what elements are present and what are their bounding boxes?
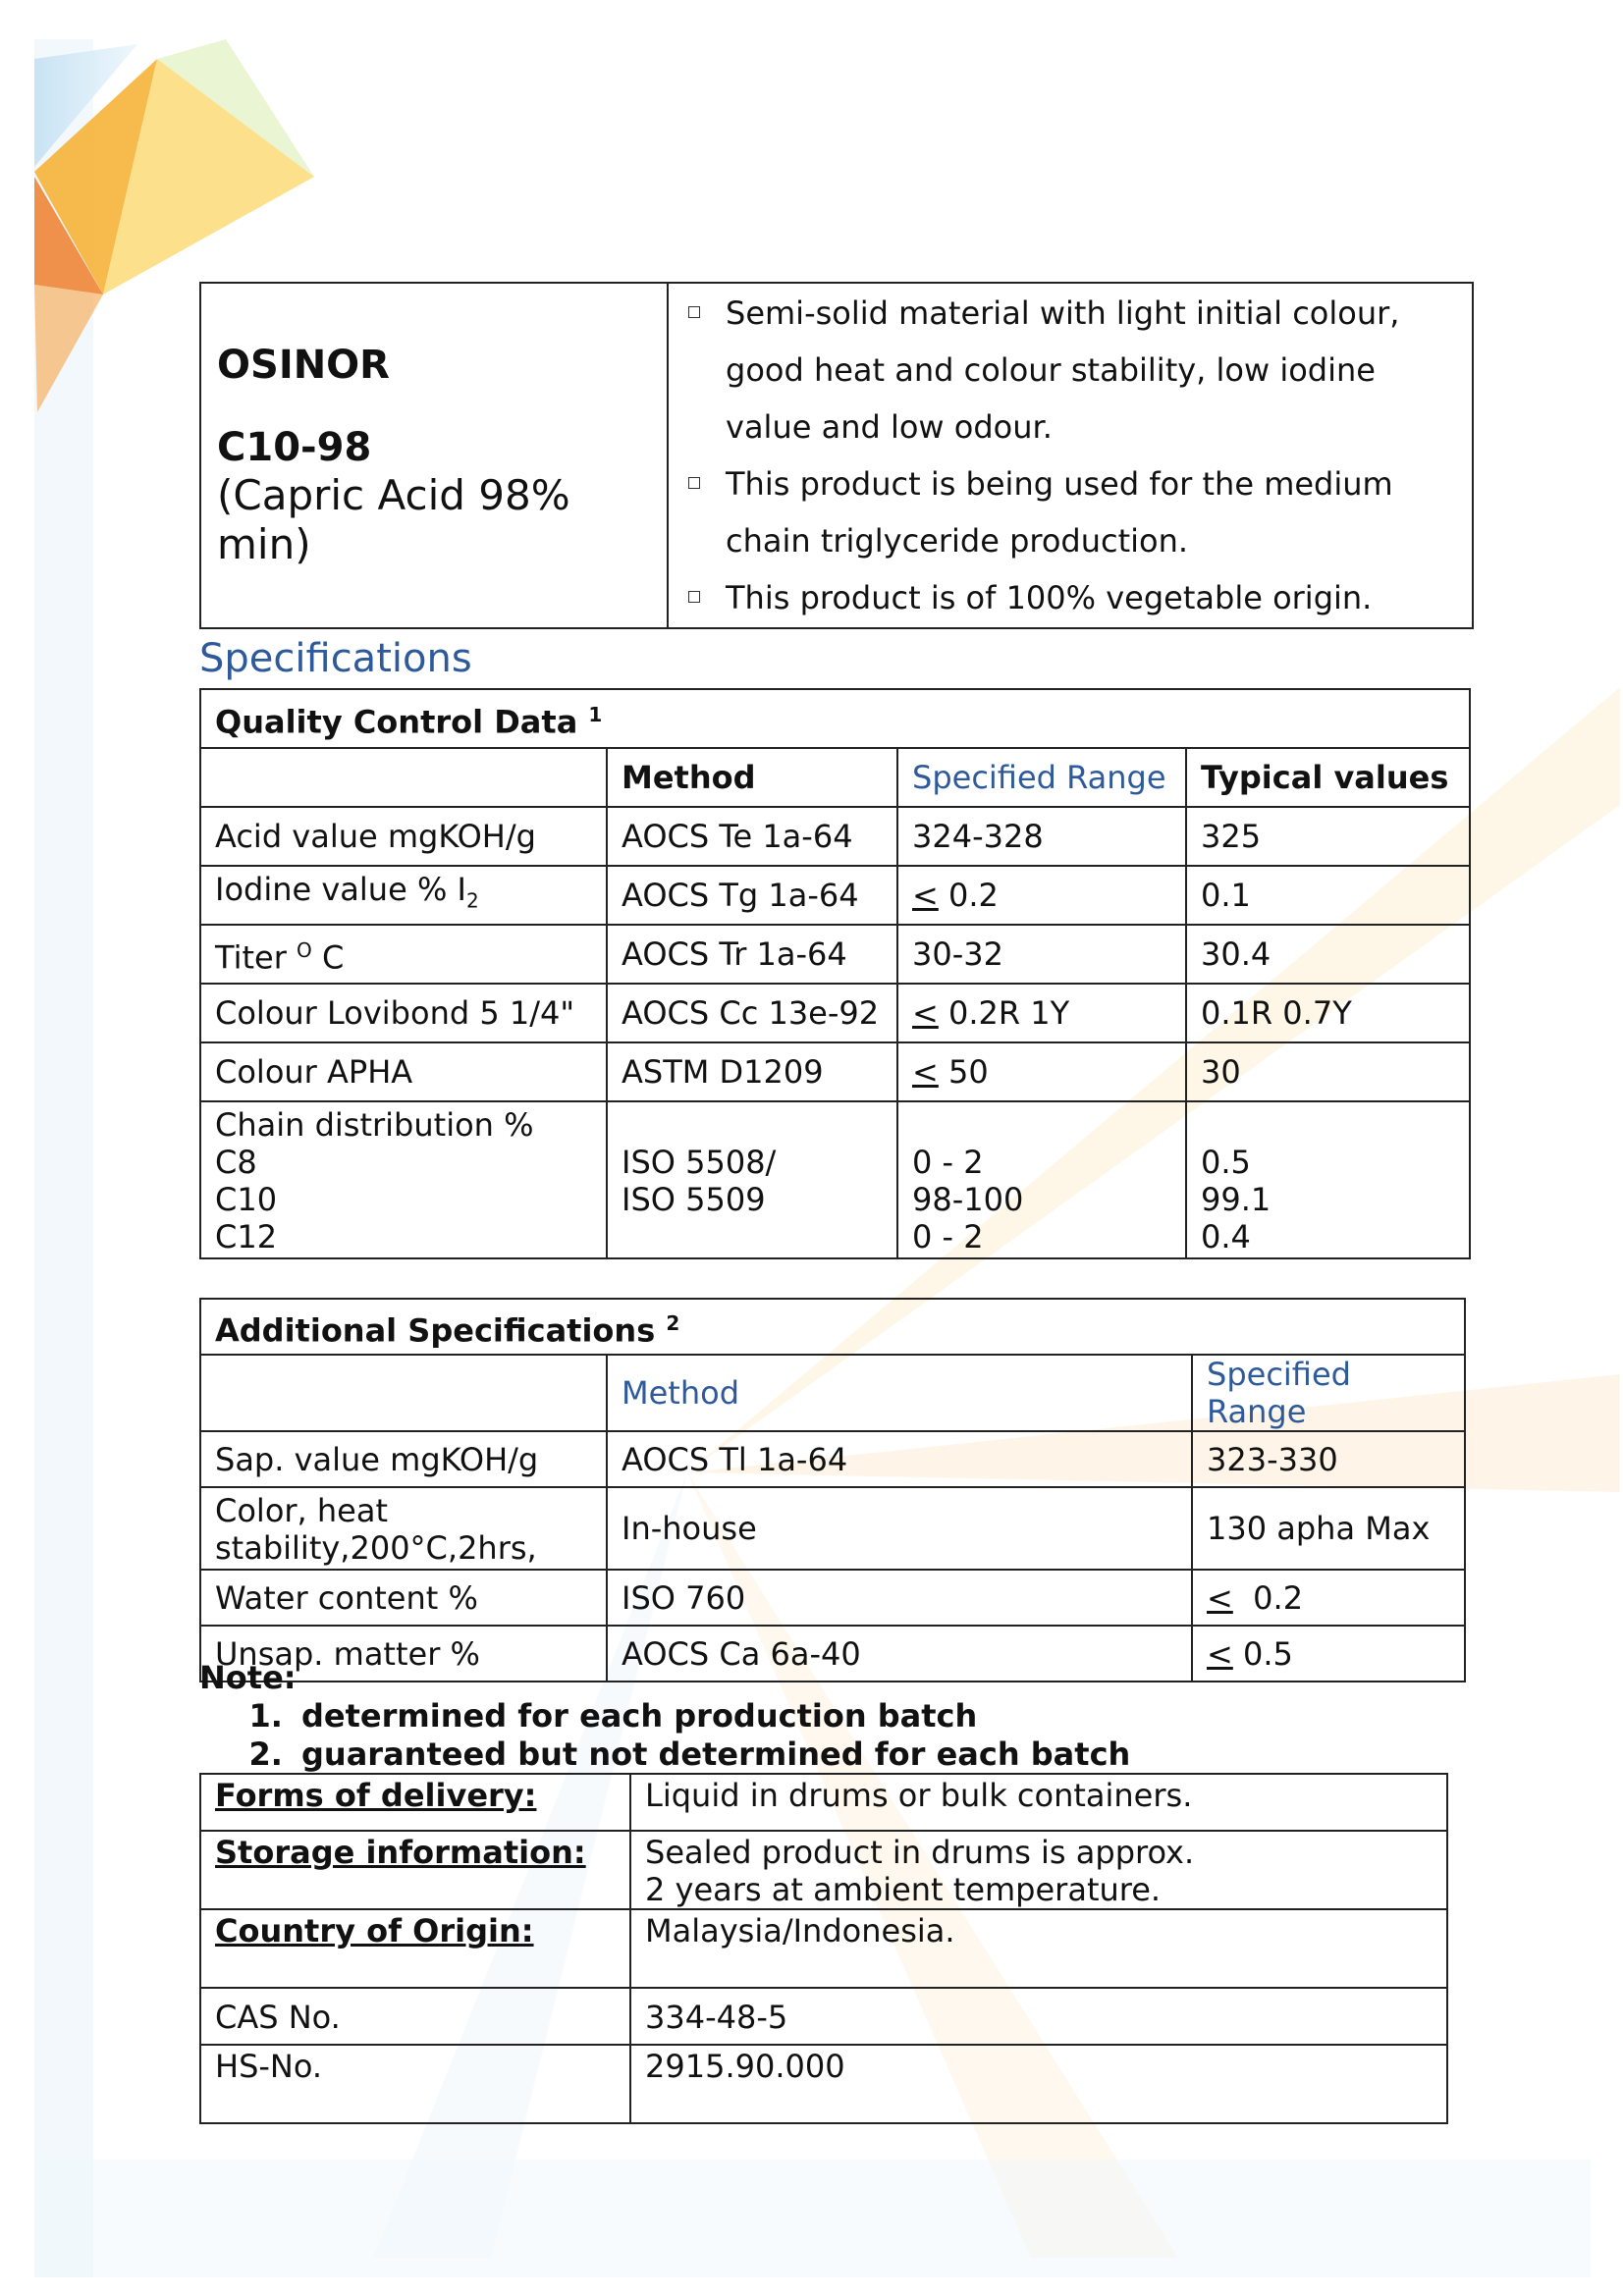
qc-table-title: Quality Control Data $^1$ [200,689,1470,748]
table-row: Storage information: Sealed product in drums is approx. 2 years at ambient temperature. [200,1831,1447,1909]
checkbox-bullet-icon [688,306,700,318]
note-list [199,1697,1130,1774]
product-name: OSINOR [217,343,390,388]
column-header-method: Method [607,748,897,807]
table-row: Unsap. matter % AOCS Ca 6a-40 < 0.5 [200,1626,1465,1682]
column-header-range: Specified Range [1192,1355,1465,1431]
table-header-row [200,1355,1465,1431]
table-row: Colour Lovibond 5 1/4" AOCS Cc 13e-92 < 0.2R 1Y 0.1R 0.7Y [200,984,1470,1042]
description-list [684,285,1456,626]
table-row: Acid value mgKOH/g AOCS Te 1a-64 324-328 325 [200,807,1470,866]
additional-table-title: Additional Specifications $^2$ [200,1299,1465,1355]
checkbox-bullet-icon [688,477,700,489]
table-row: Iodine value % $I_2$ AOCS Tg 1a-64 < 0.2 0.1 [200,866,1470,925]
list-item: 1. determined for each production batch [294,1697,1130,1735]
table-row: Sap. value mgKOH/g AOCS Tl 1a-64 323-330 [200,1431,1465,1487]
column-header-parameter [200,748,607,807]
table-row: Forms of delivery: Liquid in drums or bulk containers. [200,1774,1447,1831]
additional-specifications-table [199,1298,1466,1682]
note-label: Note: [199,1659,297,1696]
table-row: Country of Origin: Malaysia/Indonesia. [200,1909,1447,1988]
column-header-typical: Typical values [1186,748,1470,807]
chain-distribution-row: Chain distribution % C8 C10 C12 ISO 5508/ ISO 5509 0 - 2 98-100 0 - 2 0.5 99.1 0.4 [200,1101,1470,1258]
table-row: Color, heat stability,200°C,2hrs, In-house 130 apha Max [200,1487,1465,1570]
description-item: This product is of 100% vegetable origin. [684,569,1456,626]
product-description-cell [668,283,1473,628]
table-header-row [200,748,1470,807]
table-row: Colour APHA ASTM D1209 < 50 30 [200,1042,1470,1101]
list-item: 2. guaranteed but not determined for each batch [294,1735,1130,1774]
checkbox-bullet-icon [688,591,700,603]
description-item: Semi-solid material with light initial colour, good heat and colour stability, low iodine value and low odour. [684,285,1456,455]
note-section [199,1659,1130,1774]
table-row: Titer $^O$ C AOCS Tr 1a-64 30-32 30.4 [200,925,1470,984]
table-row: HS-No. 2915.90.000 [200,2045,1447,2123]
specifications-heading: Specifications [199,636,472,681]
quality-control-table [199,688,1471,1259]
table-row: CAS No. 334-48-5 [200,1988,1447,2045]
description-item: This product is being used for the medium chain triglyceride production. [684,455,1456,569]
product-code: C10-98 [217,425,372,470]
delivery-info-table [199,1773,1448,2124]
column-header-range: Specified Range [897,748,1186,807]
column-header-parameter [200,1355,607,1431]
product-header-box [199,282,1474,629]
column-header-method: Method [607,1355,1192,1431]
product-subtitle: (Capric Acid 98% min) [217,471,570,568]
table-row: Water content % ISO 760 < 0.2 [200,1570,1465,1626]
product-identity-cell [200,283,668,628]
